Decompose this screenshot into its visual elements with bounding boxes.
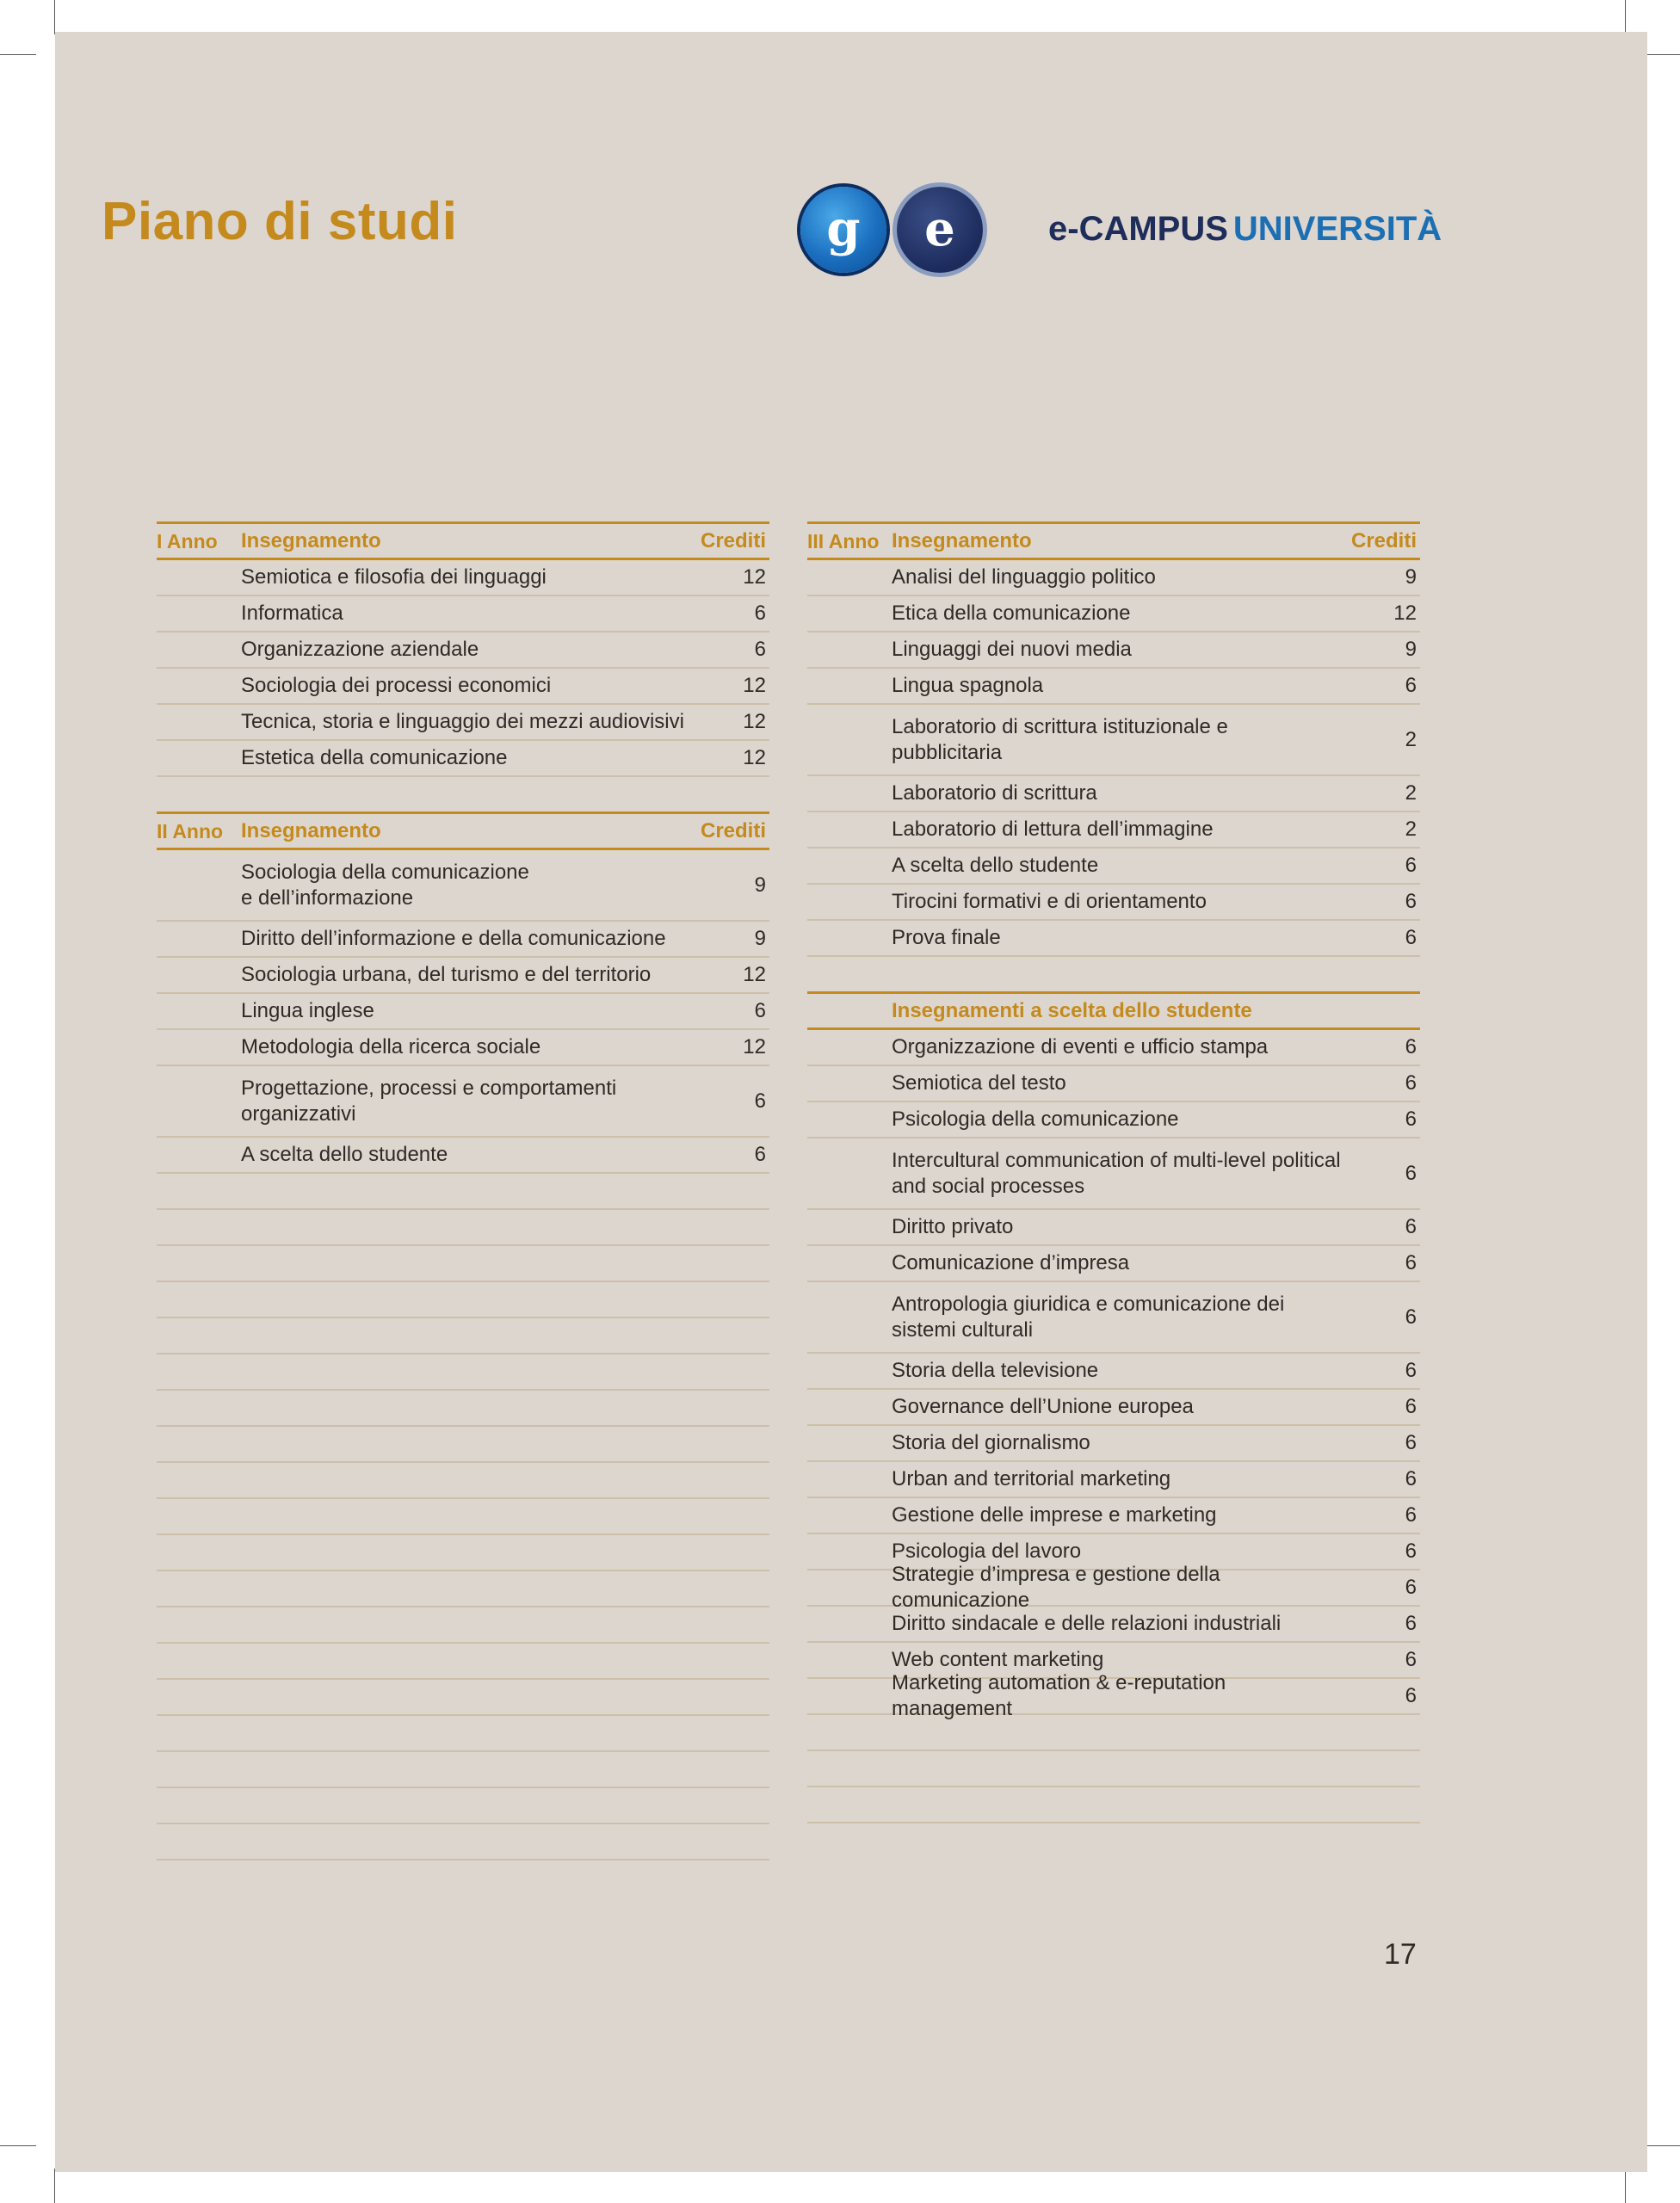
table-row (807, 1102, 1420, 1139)
course-credits: 6 (1405, 1612, 1417, 1635)
blank-line (157, 1571, 769, 1608)
table-row (807, 885, 1420, 921)
seal-g-icon: g (800, 187, 886, 273)
blank-line (157, 1318, 769, 1355)
column-header-course: Insegnamento (241, 818, 381, 842)
course-name: Storia del giornalismo (892, 1431, 1090, 1454)
course-name: Tirocini formativi e di orientamento (892, 890, 1207, 913)
course-name: A scelta dello studente (241, 1143, 448, 1166)
course-name: Semiotica del testo (892, 1071, 1066, 1095)
table-row (157, 633, 769, 669)
blank-line (157, 1246, 769, 1282)
crop-mark (0, 54, 36, 55)
table-row (807, 812, 1420, 848)
table-row (807, 1563, 1420, 1612)
table-row (807, 921, 1420, 957)
course-name: Tecnica, storia e linguaggio dei mezzi audiovisivi (241, 710, 684, 733)
table-row (157, 850, 769, 922)
year-label: II Anno (157, 819, 224, 842)
table-row (157, 596, 769, 633)
course-credits: 6 (754, 999, 766, 1022)
elective-rows (807, 1030, 1420, 1720)
course-credits: 12 (743, 565, 766, 589)
course-credits: 6 (1405, 854, 1417, 877)
course-credits: 12 (743, 674, 766, 697)
course-credits: 6 (1405, 1305, 1417, 1329)
course-name: Gestione delle imprese e marketing (892, 1503, 1217, 1527)
course-name: Etica della comunicazione (892, 602, 1131, 625)
course-credits: 9 (754, 873, 766, 897)
course-name: Comunicazione d’impresa (892, 1251, 1130, 1274)
column-header-credits: Crediti (700, 818, 766, 842)
year1-rows (157, 560, 769, 777)
column-header-course: Insegnamento (241, 528, 381, 552)
table-row (807, 1607, 1420, 1643)
course-name: Prova finale (892, 926, 1001, 949)
blank-line (807, 1787, 1420, 1823)
course-credits: 9 (1405, 638, 1417, 661)
electives-header (807, 991, 1420, 1030)
blank-line (157, 1282, 769, 1318)
course-credits: 6 (1405, 1359, 1417, 1382)
course-credits: 6 (754, 638, 766, 661)
course-name: Laboratorio di scrittura (892, 781, 1097, 805)
table-row (807, 1030, 1420, 1066)
course-credits: 6 (1405, 926, 1417, 949)
table-row (807, 560, 1420, 596)
course-credits: 2 (1405, 727, 1417, 751)
course-name: Organizzazione aziendale (241, 638, 479, 661)
course-name: Linguaggi dei nuovi media (892, 638, 1132, 661)
course-name: Intercultural communication of multi-level political and social processes (892, 1148, 1341, 1198)
blank-line (157, 1391, 769, 1427)
table-row (807, 1066, 1420, 1102)
table-row (807, 705, 1420, 776)
spacer (157, 777, 769, 811)
course-credits: 6 (1405, 1035, 1417, 1058)
course-credits: 9 (1405, 565, 1417, 589)
table-row (807, 1390, 1420, 1426)
course-credits: 6 (1405, 674, 1417, 697)
course-credits: 6 (1405, 1395, 1417, 1418)
course-credits: 6 (1405, 1108, 1417, 1131)
table-row (807, 1282, 1420, 1354)
table-row (157, 922, 769, 958)
course-credits: 6 (1405, 1431, 1417, 1454)
blank-line (157, 1644, 769, 1680)
crop-mark (54, 0, 55, 34)
ecampus-logo (800, 184, 1442, 279)
course-credits: 12 (743, 1035, 766, 1058)
course-name: Metodologia della ricerca sociale (241, 1035, 541, 1058)
table-row (807, 1246, 1420, 1282)
table-row (157, 1030, 769, 1066)
course-name: Strategie d’impresa e gestione della comunicazione (892, 1563, 1220, 1612)
course-name: Governance dell’Unione europea (892, 1395, 1194, 1418)
course-credits: 6 (1405, 1576, 1417, 1599)
table-row (807, 633, 1420, 669)
blank-line (807, 1751, 1420, 1787)
course-name: Psicologia della comunicazione (892, 1108, 1179, 1131)
column-header-credits: Crediti (1350, 528, 1417, 552)
course-name: Lingua inglese (241, 999, 374, 1022)
course-name: Analisi del linguaggio politico (892, 565, 1156, 589)
blank-line (157, 1752, 769, 1788)
column-header-credits: Crediti (700, 528, 766, 552)
brand-wordmark: e-CAMPUS UNIVERSITÀ (1048, 210, 1442, 248)
course-credits: 6 (1405, 1215, 1417, 1238)
table-row (157, 994, 769, 1030)
table-row (807, 1462, 1420, 1498)
course-credits: 6 (1405, 890, 1417, 913)
blank-lines (807, 1715, 1420, 1823)
blank-line (157, 1680, 769, 1716)
course-name: Laboratorio di scrittura istituzionale e pubblicitaria (892, 714, 1228, 764)
blank-line (157, 1427, 769, 1463)
table-row (807, 1671, 1420, 1720)
course-name: Sociologia della comunicazione e dell’informazione (241, 860, 529, 910)
blank-line (157, 1174, 769, 1210)
blank-line (157, 1608, 769, 1644)
course-name: Laboratorio di lettura dell’immagine (892, 818, 1214, 841)
course-credits: 6 (1405, 1161, 1417, 1185)
course-name: Organizzazione di eventi e ufficio stampa (892, 1035, 1269, 1058)
blank-line (157, 1824, 769, 1861)
course-credits: 6 (1405, 1540, 1417, 1563)
table-row (807, 669, 1420, 705)
seal-e-icon: e (897, 187, 983, 273)
course-name: Antropologia giuridica e comunicazione dei sistemi culturali (892, 1292, 1285, 1342)
course-name: Semiotica e filosofia dei linguaggi (241, 565, 547, 589)
right-column (807, 521, 1420, 1823)
course-name: Diritto dell’informazione e della comunicazione (241, 927, 666, 950)
crop-mark (1644, 2145, 1680, 2146)
crop-mark (1625, 2169, 1626, 2203)
table-row (807, 1426, 1420, 1462)
course-credits: 12 (743, 710, 766, 733)
year-label: I Anno (157, 529, 218, 552)
course-name: Psicologia del lavoro (892, 1540, 1082, 1563)
course-credits: 9 (754, 927, 766, 950)
year2-header (157, 811, 769, 850)
table-row (157, 741, 769, 777)
blank-line (157, 1716, 769, 1752)
course-credits: 6 (1405, 1648, 1417, 1671)
blank-line (157, 1210, 769, 1246)
crop-mark (1625, 0, 1626, 34)
table-row (157, 669, 769, 705)
course-name: Progettazione, processi e comportamenti organizzativi (241, 1076, 617, 1126)
course-credits: 6 (1405, 1467, 1417, 1490)
electives-heading: Insegnamenti a scelta dello studente (892, 998, 1252, 1022)
course-credits: 2 (1405, 818, 1417, 841)
course-credits: 6 (754, 1143, 766, 1166)
table-row (807, 848, 1420, 885)
course-credits: 6 (1405, 1684, 1417, 1707)
blank-line (157, 1535, 769, 1571)
year1-header (157, 521, 769, 560)
blank-line (157, 1355, 769, 1391)
year3-rows (807, 560, 1420, 957)
table-row (157, 560, 769, 596)
blank-lines (157, 1174, 769, 1861)
course-name: Storia della televisione (892, 1359, 1099, 1382)
course-name: A scelta dello studente (892, 854, 1099, 877)
course-credits: 2 (1405, 781, 1417, 805)
course-credits: 12 (1393, 602, 1417, 625)
course-credits: 6 (754, 1089, 766, 1113)
course-credits: 6 (754, 602, 766, 625)
course-name: Urban and territorial marketing (892, 1467, 1171, 1490)
table-row (807, 1498, 1420, 1534)
blank-line (157, 1788, 769, 1824)
course-name: Sociologia urbana, del turismo e del territorio (241, 963, 652, 986)
column-header-course: Insegnamento (892, 528, 1032, 552)
course-credits: 12 (743, 963, 766, 986)
course-name: Web content marketing (892, 1648, 1104, 1671)
table-row (807, 1210, 1420, 1246)
blank-line (157, 1499, 769, 1535)
course-credits: 6 (1405, 1251, 1417, 1274)
table-row (157, 1138, 769, 1174)
course-name: Estetica della comunicazione (241, 746, 508, 769)
page-number: 17 (1384, 1938, 1417, 1971)
crop-mark (54, 2169, 55, 2203)
course-name: Sociologia dei processi economici (241, 674, 552, 697)
crop-mark (1644, 54, 1680, 55)
course-credits: 12 (743, 746, 766, 769)
blank-line (157, 1463, 769, 1499)
page-title: Piano di studi (102, 192, 458, 251)
year-label: III Anno (807, 529, 880, 552)
course-name: Informatica (241, 602, 343, 625)
table-row (807, 1139, 1420, 1210)
course-credits: 6 (1405, 1503, 1417, 1527)
table-row (157, 958, 769, 994)
year2-rows (157, 850, 769, 1174)
course-name: Lingua spagnola (892, 674, 1044, 697)
table-row (807, 776, 1420, 812)
course-name: Marketing automation & e-reputation management (892, 1671, 1226, 1720)
table-row (807, 596, 1420, 633)
year3-header (807, 521, 1420, 560)
course-name: Diritto privato (892, 1215, 1014, 1238)
table-row (157, 1066, 769, 1138)
left-column (157, 521, 769, 1861)
table-row (807, 1354, 1420, 1390)
course-name: Diritto sindacale e delle relazioni industriali (892, 1612, 1282, 1635)
spacer (807, 957, 1420, 991)
course-credits: 6 (1405, 1071, 1417, 1095)
crop-mark (0, 2145, 36, 2146)
table-row (157, 705, 769, 741)
